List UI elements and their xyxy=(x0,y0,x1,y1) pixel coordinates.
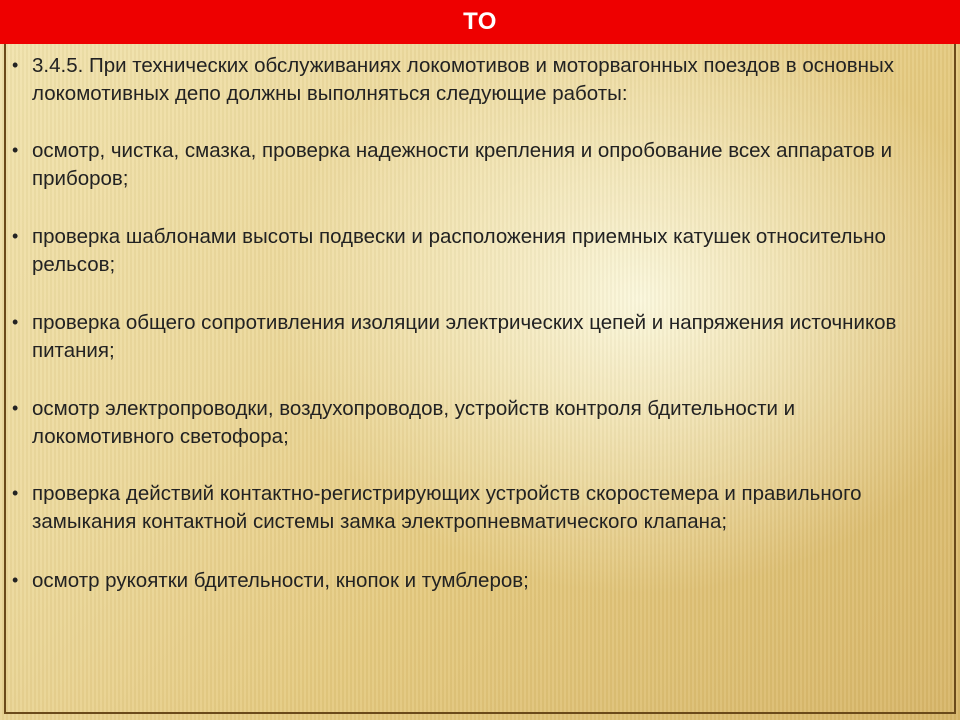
bullet-dot-icon: • xyxy=(12,483,19,503)
bullet-text: осмотр, чистка, смазка, проверка надежности крепления и опробование всех аппаратов и приборов; xyxy=(32,139,893,190)
bullet-text: 3.4.5. При технических обслуживаниях локомотивов и моторвагонных поездов в основных локомотивных депо должны выполняться следующие работы: xyxy=(32,54,894,105)
bullet-dot-icon: • xyxy=(12,55,19,75)
bullet-dot-icon: • xyxy=(12,570,19,590)
bullet-dot-icon: • xyxy=(12,226,19,246)
list-item xyxy=(10,309,930,365)
bullet-dot-icon: • xyxy=(12,140,19,160)
list-item xyxy=(10,52,930,108)
bullet-text: проверка шаблонами высоты подвески и расположения приемных катушек относительно рельсов; xyxy=(32,225,886,276)
list-item xyxy=(10,480,930,536)
bullet-dot-icon: • xyxy=(12,312,19,332)
bullet-text: проверка общего сопротивления изоляции электрических цепей и напряжения источников питания; xyxy=(32,311,897,362)
slide-title: ТО xyxy=(463,8,497,35)
list-item xyxy=(10,567,930,595)
list-item xyxy=(10,395,930,451)
list-item xyxy=(10,223,930,279)
bullet-text: проверка действий контактно-регистрирующих устройств скоростемера и правильного замыкания контактной системы замка электропневматического клапана; xyxy=(32,482,862,533)
list-item xyxy=(10,137,930,193)
bullet-dot-icon: • xyxy=(12,398,19,418)
title-bar xyxy=(0,0,960,44)
bullet-text: осмотр рукоятки бдительности, кнопок и тумблеров; xyxy=(32,569,529,592)
bullet-list xyxy=(10,52,930,595)
bullet-text: осмотр электропроводки, воздухопроводов, устройств контроля бдительности и локомотивного светофора; xyxy=(32,397,796,448)
